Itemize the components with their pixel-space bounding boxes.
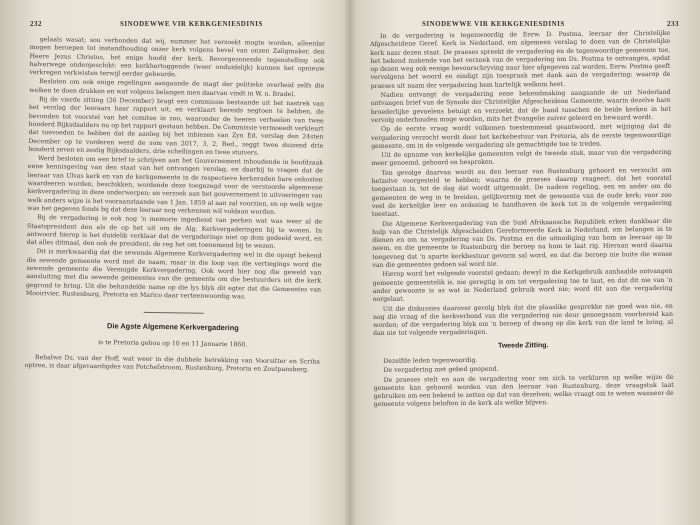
paragraph: Dezelfde leden tegenwoordig.	[383, 356, 478, 365]
subsection-title: Tweede Zitting.	[498, 341, 549, 350]
paragraph: Nadien ontvangt de vergadering eene bekendmaking aangaande de uit Nederland ontvangen brief van de Synode der Christelijke Afgescheidene Gemeente, waarin dezelve hare broederlijke gevoelens betuigt en verzoekt, dat de band tusschen de beide kerken in het vervolg onderhouden moge worden, mits het Evangelie zuiver geleerd en bewaard wordt.	[370, 88, 671, 124]
right-page	[350, 0, 700, 525]
paragraph: Die Algemene Kerkvergadering van die Suid Afrikaansche Republiek erken dankbaar die hulp van die Christelijk Afgescheiden Gereformeerde Kerk in Nederland, om belangen in te dienen en om na vergadering van Ds. Postma en die uitnodiging van hom as leeraar op te neem, en die gemeente te Rustenburg die beroep na hom te laat rig. Hieraan word daarna toegevoeg dat 'n aparte kerkbestuur gevorm sal word, en dat die beroep nie buite die wense van die gemeentes gedoen sal word nie.	[372, 217, 673, 270]
left-page-number: 232	[30, 20, 42, 28]
paragraph: Besloten om ook enige regelingen aangaande de magt der politieke overheid zelfs die welken te doen drukken en wat volgens belangen men daarvan vindt in W. n. Bradel.	[29, 78, 325, 98]
paragraph: Op de eerste vraag wordt volkomen toestemmend geantwoord, met wijziging dat de vergadering verzocht wordt door het kerkebestuur van Pretoria, als de eerste tegenwoordige gemeente, om in de volgende vergadering als gemachtigde toe te treden.	[371, 123, 672, 150]
paragraph: Werd besloten om een brief te schrijven aan het Gouvernement inhoudende in hoofdzaak eene kennisgeving van den staat van het ontvangen verslag, en daarbij te vragen dat de leeraar van Ulvas kerk en van de kerkgemeente in de respectieve kerkeraden hare onkosten waardeeren worden, beschikken, wordende deze toegezegd voor de verstoorde algemeene kerkvergadering in deze onderwerpen; en verzoek aan het gouvernement in uitvoeringen van welk anders wijze is het vooraanstaande van 1 Jan. 1859 al aan zal voorzien, en op welk wijze was het gegeven fonds bij dat deze leeraar nog verkennen wil voldaan worden.	[27, 155, 324, 216]
left-text-column	[25, 36, 325, 376]
paragraph: gelaals wasat; sou verbonden dat wij, nummer het verzoekt mogte worden, alleenlar mogen beroepen tot instandhouding onzer kerk volgens bevel van onzen Zaligmaker, den Heere Jezus Christus, het enige hoofd der kerk. Bevorgezonende tegenstelling ook halverwege ondergeschikt: een kerkhertoggende (weer onduidelijk) kunnen het opnieuw verkregen verkwisten terwijl eerder gebeurde.	[29, 36, 325, 79]
paragraph: Behalwe Ds. van der Hoff, wat weer in die dubbele betrekking van Voorsitter en Scriba optree, is daar afgevaardigdes van Potchefstroom, Rustenburg, Pretoria en Zoutpansberg.	[24, 353, 320, 374]
paragraph: De vergadering met gebed geopend.	[383, 365, 499, 375]
paragraph: Dit is merkwaardig dat die sewende Algemene Kerkvergadering wel in die opsigt bekend die sewende gemeente word met de naam, maar in die loop van die vertiegings word die sewende gemeente die Verenigde Kerkvergadering. Ook word hier nog die geweld van aansluiting met die sewende gemeentes van die gemeente om die bestuurders uit die kerk gegrond te bring. Uit die behandelde name op die lys blyk dit egter dat die Gemeentes van Mooirivier, Rustenburg, Pretoria en Marico daar verteenwoordig was.	[25, 248, 322, 301]
paragraph: Uit die diskussies daarover gevolg blyk dat die plaaslike gesprekke nie goed was nie, en nog die vraag of die kerkverbond van die vergadering nie deur genoegsaam voorbereid kan worden; of die vergadering blyk om 'n beroep of dwang op die kerk van die land te bring, al dan nie tot volgende vergaderingen.	[372, 302, 674, 338]
paragraph: Hierop word het volgende voorstel gedaan; dewyl in die Kerkgebruik aanhaalde ontvangen gemeente gemeentelik is, nie geregtig is om tot vergadering toe te laat, en dat dit nie van 'n ander gewoonte is as wat in Nederland gebruik word nie; word dit aan die vergadering oorgelaat.	[372, 268, 673, 304]
section-subtitle: is te Pretoria gehou op 10 en 11 Januarie 1860.	[98, 338, 248, 348]
paragraph: Uit de opname van kerkelijke gemeenten volgt de tweede stuk, maar van die vergadering meer genoemd, gehoord en besproken.	[371, 149, 672, 168]
right-text-column	[370, 30, 674, 411]
right-page-number: 233	[667, 20, 679, 28]
paragraph: Bij de vergadering is ook nog 'n memorie ingediend van perken wat was weer al de Staatspresident den als de op het uit om de Alg. Kerkvergaderingen bij te wonen. In antwoord hierop is het duidelik verklaar dat de vergaderings niet op dom gedeeld word, en dat alles ditmaal, den ook de president, de reg het om toenemend bij te wezen.	[26, 214, 323, 251]
section-divider	[143, 312, 203, 314]
paragraph: De praeses stelt en aan de vergadering voor om zich te verklaren op welke wijze de gemeente kan gehoord worden van den leeraar van Rustenburg, deze vraagstuk laat gebruiken om een bekend te zetten op dat van dezelven; welke vraagt om te weten wanneer de gemeente volgens beloften in de kerk als welke blijven.	[373, 373, 674, 409]
left-running-title: SINODEWWE VIR KERKGENIESDINIS	[120, 20, 263, 28]
paragraph: In de vergadering is tegenwoordig de Eerw. D. Postma, leeraar der Christelijke Afgescheidene Geref. Kerk in Nederland, om algemeen verslag te doen van de Christelijke kerk naar dezen staat. De praeses spreekt de vergadering en de tegenwoordige gemeente toe, het bekend makende van het verzoek van de vergadering om Ds. Postma te ontvangen, opdat op dezen weg ook eenige bevoorschryving naar hier afgegeven zal worden. Eerw. Postma geeft vervolgens het woord en eindigt zijn toespraak met dank aan de vergadering; waarop de praeses uit naam der vergadering hem hartelijk welkom heet.	[370, 29, 671, 90]
section-title: Die Agste Algemene Kerkvergadering	[107, 321, 239, 333]
paragraph: Ten gevolge daarvan wordt en den leeraar van Rustenburg gehoord en verzocht om hetzelve voorgesteld te hebben; waarna de praeses daarop reageert, dat het voorstel toegestaan is, tot de dag dat wordt uitgemaakt. De nadere regeling, een en ander om de gemeenten de weg in te breiden, gelijkvormig met de gewoonte van de oude kerk; voor zoo veel de kerkelijke leer en ordening te handhaven de kerk tot in de volgende vergadering toestaat.	[371, 166, 672, 219]
right-running-title: SINODEWWE VIR KERKGENIESDINIS	[422, 20, 565, 28]
paragraph: Bij de vierde zitting (26 December) bragt een commissie bestaande uit het nastrek van het verslag der leeraars haar rapport uit, en verklaart bereids negtoen te hebben, de bevonden tot voorstel van het comitee in zoo, waaronder de heeren verheelen van twee honderd Rijksdaalders nu op het rapport gestaan hebben. De Commissie vermoeedt verkleurt dat toevoeden te hebben dat de aanleg bij het inbiezen van Zyn Ed. verslag den 24sten December op te vorderen werd de som van 2017, 3, 2, Red., zeggt twee duizend drie honderd zeven en zestig Rijksdaalders, drie schellingen en twee stuivers.	[28, 96, 325, 157]
